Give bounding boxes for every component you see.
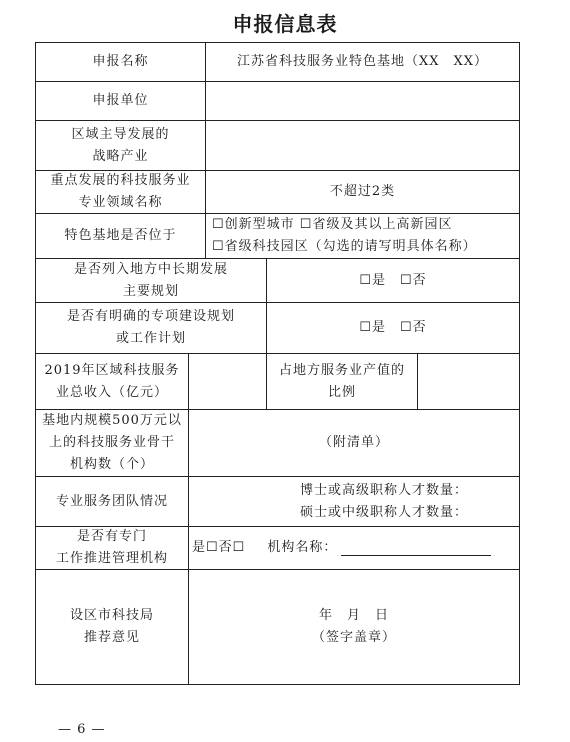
agency-value[interactable] bbox=[192, 527, 519, 569]
located-option-line1[interactable]: ☐创新型城市 ☐省级及其以上高新园区 bbox=[212, 217, 453, 232]
plan-choice[interactable]: ☐是 ☐否 bbox=[359, 272, 427, 288]
opinion-label: 设区市科技局 推荐意见 bbox=[69, 608, 154, 645]
team-master-count[interactable]: 硕士或中级职称人才数量： bbox=[299, 504, 468, 520]
plan-label: 是否列入地方中长期发展 主要规划 bbox=[73, 261, 228, 299]
opinion-sign: （签字盖章） bbox=[311, 630, 396, 645]
ratio-label: 占地方服务业产值的 比例 bbox=[278, 362, 405, 400]
located-option-line2[interactable]: ☐省级科技园区（勾选的请写明具体名称） bbox=[212, 239, 477, 254]
team-value[interactable] bbox=[189, 477, 519, 526]
page-number: — 6 — bbox=[58, 722, 106, 737]
page-title: 申报信息表 bbox=[232, 12, 338, 36]
fields-label: 重点发展的科技服务业 专业领域名称 bbox=[50, 173, 191, 210]
agency-name-label: 机构名称： bbox=[267, 540, 338, 555]
located-label: 特色基地是否位于 bbox=[64, 228, 177, 243]
fields-value[interactable]: 不超过2类 bbox=[329, 184, 396, 199]
ratio-value[interactable] bbox=[418, 354, 519, 409]
opinion-value[interactable] bbox=[189, 570, 519, 684]
agency-name-field[interactable] bbox=[341, 541, 491, 556]
backbone-label: 基地内规模500万元以 上的科技服务业骨干 机构数（个） bbox=[42, 413, 182, 472]
revenue-label: 2019年区域科技服务 业总收入（亿元） bbox=[44, 362, 180, 400]
industry-label: 区域主导发展的 战略产业 bbox=[71, 126, 170, 164]
located-options[interactable] bbox=[212, 214, 517, 258]
team-label: 专业服务团队情况 bbox=[55, 493, 168, 509]
team-phd-count[interactable]: 博士或高级职称人才数量： bbox=[299, 482, 468, 498]
agency-label: 是否有专门 工作推进管理机构 bbox=[55, 529, 168, 566]
opinion-date[interactable]: 年 月 日 bbox=[318, 608, 389, 623]
backbone-value[interactable]: （附清单） bbox=[318, 435, 389, 450]
name-label: 申报名称 bbox=[92, 54, 149, 69]
unit-value[interactable] bbox=[206, 82, 519, 120]
application-info-table bbox=[35, 42, 520, 685]
special-plan-choice[interactable]: ☐是 ☐否 bbox=[359, 320, 427, 335]
name-value[interactable]: 江苏省科技服务业特色基地（XX XX） bbox=[236, 54, 489, 69]
unit-label: 申报单位 bbox=[92, 93, 149, 108]
industry-value[interactable] bbox=[206, 121, 519, 170]
special-plan-label: 是否有明确的专项建设规划 或工作计划 bbox=[66, 309, 235, 346]
revenue-value[interactable] bbox=[189, 354, 266, 409]
agency-choice[interactable]: 是☐否☐ bbox=[192, 540, 246, 555]
